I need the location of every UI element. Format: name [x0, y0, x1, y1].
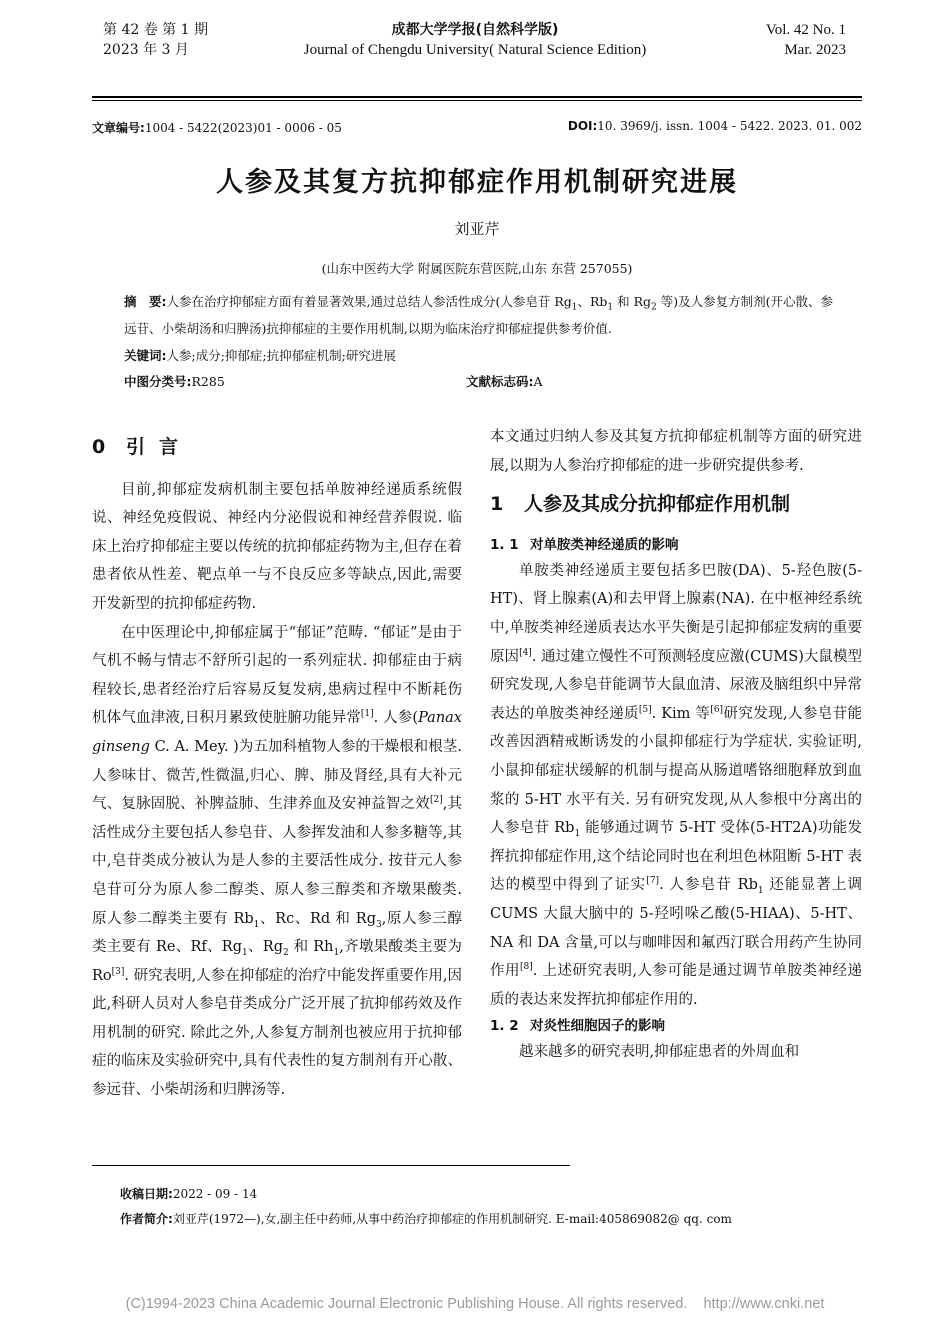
abstract-label: 摘 要:: [124, 294, 167, 309]
received-date: [120, 1183, 257, 1205]
citation: [6]: [710, 704, 724, 715]
volume-en: Vol. 42 No. 1: [765, 22, 846, 38]
subscript: 2: [283, 947, 289, 958]
text-run: . 通过建立慢性不可预测轻度应激(CUMS)大鼠模型研究发现,人参皂苷能调节大鼠血清、尿液及脑组织中异常表达的单胺类神经递质: [490, 648, 862, 722]
subscript: 1: [574, 829, 581, 840]
author-bio-text: 刘亚芹(1972—),女,副主任中药师,从事中药治疗抑郁症的作用机制研究. E-mail:405869082@ qq. com: [172, 1212, 732, 1226]
text-run: . Kim 等: [651, 705, 711, 722]
text-run: ,其活性成分主要包括人参皂苷、人参挥发油和人参多糖等,其中,皂苷类成分被认为是人参的主要活性成分. 按苷元人参皂苷可分为原人参二醇类、原人参三醇类和齐墩果酸类. 原人参二醇类主要有 Rb: [92, 796, 463, 927]
date-cn: 2023 年 3 月: [103, 42, 189, 58]
keywords-label: 关键词:: [124, 348, 167, 363]
subscript: 1: [253, 919, 260, 930]
article-number-label: 文章编号:: [92, 121, 145, 135]
text-run: C. A. Mey. )为五加科植物人参的干燥根和根茎. 人参味甘、微苦,性微温,归心、脾、肺及肾经,具有大补元气、复脉固脱、补脾益肺、生津养血及安神益智之效: [92, 738, 462, 813]
subsection-heading-1-2: [490, 1014, 862, 1038]
clc-label: 中图分类号:: [124, 374, 192, 389]
subscript: 3: [376, 919, 382, 930]
abstract-sub-1: 1: [571, 302, 578, 313]
citation: [1]: [360, 709, 374, 720]
abstract-sub-3: 2: [651, 302, 657, 313]
received-value: 2022 - 09 - 14: [172, 1187, 258, 1201]
author-bio-label: 作者简介:: [120, 1212, 173, 1226]
paragraph: 本文通过归纳人参及其复方抗抑郁症机制等方面的研究进展,以期为人参治疗抑郁症的进一步研究提供参考.: [490, 429, 862, 474]
subsection-number: 1. 2: [490, 1018, 519, 1035]
paper-title: 人参及其复方抗抑郁症作用机制研究进展: [216, 167, 738, 198]
section-title: 人参及其成分抗抑郁症作用机制: [524, 493, 791, 516]
abstract-text-a: 人参在治疗抑郁症方面有着显著效果,通过总结人参活性成分(人参皂苷 Rg: [166, 294, 572, 309]
abstract-text-d: 等)及人参复方制剂(开心散、参远苷、小柴胡汤和归脾汤)抗抑郁症的主要作用机制,以期为临床治疗抑郁症提供参考价值.: [124, 294, 833, 336]
paragraph: 越来越多的研究表明,抑郁症患者的外周血和: [519, 1044, 800, 1061]
received-label: 收稿日期:: [120, 1187, 173, 1201]
doi-label: DOI:: [567, 119, 598, 133]
doc-code-label: 文献标志码:: [466, 374, 534, 389]
footnote-rule: [92, 1165, 570, 1166]
subsection-title: 对炎性细胞因子的影响: [530, 1018, 665, 1035]
citation: [2]: [429, 795, 443, 806]
author-bio: [120, 1208, 732, 1230]
clc-value: R285: [191, 374, 225, 389]
text-run: 、Rg: [247, 939, 283, 956]
keywords: [124, 342, 844, 369]
abstract-text-c: 和 Rg: [613, 294, 652, 309]
citation: [3]: [111, 966, 125, 977]
text-run: 和 Rh: [288, 939, 334, 956]
document-code: [466, 368, 766, 395]
abstract-sub-2: 1: [607, 302, 614, 313]
doi: [568, 119, 862, 133]
section-heading-intro: [92, 433, 462, 462]
section-number: 0: [92, 436, 106, 458]
citation: [7]: [646, 876, 660, 887]
text-run: 、Rc、Rd 和 Rg: [259, 910, 376, 927]
subscript: 1: [242, 947, 248, 958]
latin-name: Panax ginseng: [92, 710, 462, 755]
affiliation: (山东中医药大学 附属医院东营医院,山东 东营 257055): [321, 261, 633, 276]
section-title: 引言: [126, 436, 193, 458]
citation: [5]: [638, 704, 652, 715]
doc-code-value: A: [533, 374, 543, 389]
subsection-number: 1. 1: [490, 536, 519, 553]
header-rule-thick: [92, 96, 862, 98]
article-number: [92, 119, 342, 136]
subsection-title: 对单胺类神经递质的影响: [530, 536, 679, 553]
text-run: . 人参(: [373, 710, 419, 727]
text-run: . 研究表明,人参在抑郁症的治疗中能发挥重要作用,因此,科研人员对人参皂苷类成分广泛开展了抗抑郁药效及作用机制的研究. 除此之外,人参复方制剂也被应用于抗抑郁症的临床及实验研究中,具有代表性的复方制剂有开心散、参远苷、小柴胡汤和归脾汤等.: [92, 967, 462, 1099]
journal-name-en: Journal of Chengdu University( Natural Science Edition): [303, 42, 647, 58]
text-run: 单胺类神经递质主要包括多巴胺(DA)、5-羟色胺(5-HT)、肾上腺素(A)和去甲肾上腺素(NA). 在中枢神经系统中,单胺类神经递质表达水平失衡是引起抑郁症发病的重要原因: [490, 562, 862, 665]
text-run: ,齐墩果酸类主要为 Ro: [92, 939, 463, 984]
journal-name: [250, 20, 700, 60]
paragraph: [92, 619, 462, 1105]
date-en: Mar. 2023: [784, 42, 846, 58]
citation: [4]: [519, 647, 532, 658]
subscript: 1: [333, 947, 340, 958]
copyright-notice: (C)1994-2023 China Academic Journal Electronic Publishing House. All rights reserved. http://www.cnki.net: [125, 1296, 825, 1312]
citation: [8]: [520, 962, 533, 973]
text-run: 研究发现,人参皂苷能改善因酒精戒断诱发的小鼠抑郁症行为学症状. 实验证明,小鼠抑郁症状缓解的机制与提高从肠道嗜铬细胞释放到血浆的 5-HT 水平有关. 另有研究发现,从人参根中分离出的人参皂苷 Rb: [490, 705, 863, 837]
journal-name-cn: 成都大学学报(自然科学版): [391, 22, 559, 38]
text-run: ,原人参三醇类主要有 Re、Rf、Rg: [92, 910, 463, 956]
paragraph: [490, 557, 862, 1015]
text-run: . 上述研究表明,人参可能是通过调节单胺类神经递质的表达来发挥抗抑郁症作用的.: [490, 963, 863, 1008]
author-name: 刘亚芹: [454, 220, 500, 238]
subscript: 1: [757, 886, 764, 897]
left-column: [92, 427, 462, 1105]
paragraph: 目前,抑郁症发病机制主要包括单胺神经递质系统假说、神经免疫假说、神经内分泌假说和神经营养假说. 临床上治疗抑郁症主要以传统的抗抑郁症药物为主,但存在着患者依从性差、靶点单一与不良反应多等缺点,因此,需要开发新型的抗抑郁症药物.: [92, 481, 462, 612]
text-run: . 人参皂苷 Rb: [659, 877, 758, 894]
doi-value: 10. 3969/j. issn. 1004 - 5422. 2023. 01. 002: [597, 119, 862, 133]
text-run: 能够通过调节 5-HT 受体(5-HT2A)功能发挥抗抑郁症作用,这个结论同时也在利坦色林阻断 5-HT 表达的模型中得到了证实: [490, 820, 862, 894]
issue-info-en: [766, 20, 846, 60]
article-number-value: 1004 - 5422(2023)01 - 0006 - 05: [144, 121, 342, 135]
volume-cn: 第 42 卷 第 1 期: [103, 22, 208, 38]
section-number: 1: [490, 493, 504, 516]
abstract-text-b: 、Rb: [577, 294, 608, 309]
subsection-heading-1-1: [490, 533, 862, 557]
right-column: [490, 423, 862, 1067]
section-heading-1: [490, 490, 862, 519]
header-rule-thin: [92, 100, 862, 101]
abstract: [124, 288, 844, 342]
text-run: 在中医理论中,抑郁症属于“郁证”范畴. “郁证”是由于气机不畅与情志不舒所引起的一系列症状. 抑郁症由于病程较长,患者经治疗后容易反复发病,患病过程中不断耗伤机体气血津液,日积月累致使脏腑功能异常: [92, 624, 462, 727]
text-run: 还能显著上调 CUMS 大鼠大脑中的 5-羟吲哚乙酸(5-HIAA)、5-HT、NA 和 DA 含量,可以与咖啡因和氟西汀联合用药产生协同作用: [490, 877, 863, 980]
issue-info-cn: [103, 20, 208, 60]
keywords-text: 人参;成分;抑郁症;抗抑郁症机制;研究进展: [166, 348, 396, 363]
